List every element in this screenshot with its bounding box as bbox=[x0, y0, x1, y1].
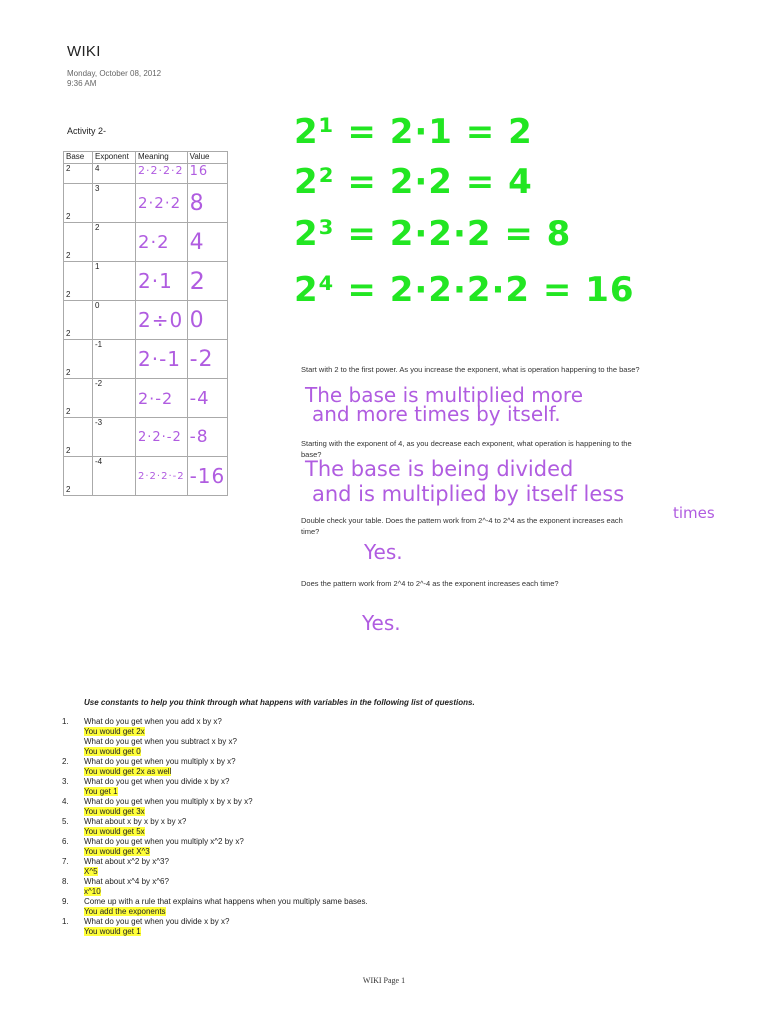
cell-value: 2 bbox=[187, 262, 228, 301]
cell-base-text: 2 bbox=[66, 485, 71, 494]
cell-base bbox=[64, 223, 93, 262]
cell-value: 8 bbox=[187, 184, 228, 223]
page-footer: WIKI Page 1 bbox=[362, 976, 406, 985]
cell-base bbox=[64, 340, 93, 379]
cell-value: -16 bbox=[187, 457, 228, 496]
list-item bbox=[62, 817, 462, 837]
answer-2-line-1: The base is being divided bbox=[305, 457, 574, 481]
cell-meaning: 2·2·2·2 bbox=[136, 164, 188, 184]
list-item bbox=[62, 897, 462, 917]
item-number: 7. bbox=[62, 857, 69, 866]
table-header-row bbox=[64, 152, 228, 164]
item-question: What about x^2 by x^3? bbox=[84, 857, 169, 866]
cell-base-text: 2 bbox=[66, 251, 71, 260]
cell-base-text: 2 bbox=[66, 290, 71, 299]
answer-2-line-3: times bbox=[673, 504, 715, 522]
cell-value: 16 bbox=[187, 164, 228, 184]
cell-exponent: -1 bbox=[93, 340, 136, 379]
table-row bbox=[64, 379, 228, 418]
question-4: Does the pattern work from 2^4 to 2^-4 as the exponent increases each time? bbox=[301, 579, 559, 588]
date-stamp: Monday, October 08, 2012 bbox=[67, 69, 162, 78]
table-row bbox=[64, 223, 228, 262]
item-answer: You get 1 bbox=[84, 787, 118, 796]
item-question: What do you get when you multiply x by x? bbox=[84, 757, 236, 766]
item-answer: You would get 5x bbox=[84, 827, 145, 836]
item-number: 1. bbox=[62, 717, 69, 726]
cell-meaning: 2÷0 bbox=[136, 301, 188, 340]
activity-label: Activity 2- bbox=[67, 126, 107, 136]
list-item bbox=[62, 737, 462, 757]
question-2: Starting with the exponent of 4, as you decrease each exponent, what operation is happening to the base? bbox=[301, 439, 632, 459]
cell-exponent: 1 bbox=[93, 262, 136, 301]
item-answer: You add the exponents bbox=[84, 907, 166, 916]
answer-1-line-2: and more times by itself. bbox=[312, 402, 561, 426]
table-row bbox=[64, 418, 228, 457]
item-answer: You would get 3x bbox=[84, 807, 145, 816]
cell-base bbox=[64, 379, 93, 418]
item-number: 4. bbox=[62, 797, 69, 806]
item-question: What do you get when you divide x by x? bbox=[84, 917, 230, 926]
cell-base bbox=[64, 262, 93, 301]
green-equation-1: 2¹ = 2·1 = 2 bbox=[294, 112, 533, 152]
cell-meaning: 2·2·2 bbox=[136, 184, 188, 223]
table-row bbox=[64, 457, 228, 496]
item-answer: You would get X^3 bbox=[84, 847, 150, 856]
cell-exponent: 3 bbox=[93, 184, 136, 223]
table-row bbox=[64, 340, 228, 379]
cell-base bbox=[64, 184, 93, 223]
time-stamp: 9:36 AM bbox=[67, 79, 97, 88]
list-item bbox=[62, 837, 462, 857]
cell-base-text: 2 bbox=[66, 329, 71, 338]
item-question: What do you get when you divide x by x? bbox=[84, 777, 230, 786]
answer-4: Yes. bbox=[362, 611, 401, 635]
answer-3: Yes. bbox=[364, 540, 403, 564]
list-intro: Use constants to help you think through what happens with variables in the following list of questions. bbox=[84, 698, 475, 707]
cell-exponent: -2 bbox=[93, 379, 136, 418]
page-title: WIKI bbox=[67, 43, 101, 60]
list-item bbox=[62, 857, 462, 877]
answer-1-line-1: The base is multiplied more bbox=[305, 383, 584, 407]
cell-meaning: 2·2 bbox=[136, 223, 188, 262]
col-value: Value bbox=[187, 152, 228, 164]
question-list bbox=[62, 717, 462, 937]
cell-base-text: 2 bbox=[66, 368, 71, 377]
cell-base: 2 bbox=[64, 164, 93, 184]
cell-value: 4 bbox=[187, 223, 228, 262]
item-answer: You would get 2x bbox=[84, 727, 145, 736]
item-question: Come up with a rule that explains what happens when you multiply same bases. bbox=[84, 897, 368, 906]
cell-exponent: 0 bbox=[93, 301, 136, 340]
cell-exponent: -3 bbox=[93, 418, 136, 457]
cell-value: -2 bbox=[187, 340, 228, 379]
cell-base-text: 2 bbox=[66, 407, 71, 416]
item-question: What do you get when you multiply x^2 by x? bbox=[84, 837, 244, 846]
table-row bbox=[64, 301, 228, 340]
item-question: What about x^4 by x^6? bbox=[84, 877, 169, 886]
cell-exponent: -4 bbox=[93, 457, 136, 496]
cell-exponent: 2 bbox=[93, 223, 136, 262]
green-equation-4: 2⁴ = 2·2·2·2 = 16 bbox=[294, 270, 635, 310]
exponent-table bbox=[63, 151, 228, 496]
cell-exponent: 4 bbox=[93, 164, 136, 184]
cell-value: 0 bbox=[187, 301, 228, 340]
cell-meaning: 2·2·2·-2 bbox=[136, 457, 188, 496]
question-3: Double check your table. Does the pattern work from 2^-4 to 2^4 as the exponent increases each time? bbox=[301, 516, 623, 536]
item-question: What do you get when you add x by x? bbox=[84, 717, 222, 726]
item-question: What do you get when you multiply x by x by x? bbox=[84, 797, 253, 806]
list-item bbox=[62, 797, 462, 817]
cell-base bbox=[64, 301, 93, 340]
cell-value: -4 bbox=[187, 379, 228, 418]
item-number: 3. bbox=[62, 777, 69, 786]
item-answer: X^5 bbox=[84, 867, 98, 876]
item-number: 5. bbox=[62, 817, 69, 826]
cell-base bbox=[64, 457, 93, 496]
cell-meaning: 2·-1 bbox=[136, 340, 188, 379]
item-number: 2. bbox=[62, 757, 69, 766]
item-answer: You would get 1 bbox=[84, 927, 141, 936]
cell-meaning: 2·1 bbox=[136, 262, 188, 301]
table-row bbox=[64, 164, 228, 184]
answer-2-line-2: and is multiplied by itself less bbox=[312, 482, 625, 506]
item-question: What about x by x by x by x? bbox=[84, 817, 187, 826]
list-item bbox=[62, 717, 462, 737]
cell-meaning: 2·-2 bbox=[136, 379, 188, 418]
item-number: 9. bbox=[62, 897, 69, 906]
green-equation-2: 2² = 2·2 = 4 bbox=[294, 162, 533, 202]
item-question: What do you get when you subtract x by x? bbox=[84, 737, 237, 746]
item-answer: You would get 2x as well bbox=[84, 767, 172, 776]
item-number: 8. bbox=[62, 877, 69, 886]
item-answer: You would get 0 bbox=[84, 747, 141, 756]
col-meaning: Meaning bbox=[136, 152, 188, 164]
list-item bbox=[62, 877, 462, 897]
list-item bbox=[62, 917, 462, 937]
green-equation-3: 2³ = 2·2·2 = 8 bbox=[294, 214, 572, 254]
list-item bbox=[62, 757, 462, 777]
table-row bbox=[64, 262, 228, 301]
cell-meaning: 2·2·-2 bbox=[136, 418, 188, 457]
cell-base-text: 2 bbox=[66, 212, 71, 221]
item-number: 1. bbox=[62, 917, 69, 926]
question-1: Start with 2 to the first power. As you increase the exponent, what is operation happening to the base? bbox=[301, 365, 640, 374]
table-row bbox=[64, 184, 228, 223]
col-base: Base bbox=[64, 152, 93, 164]
cell-base bbox=[64, 418, 93, 457]
col-exponent: Exponent bbox=[93, 152, 136, 164]
list-item bbox=[62, 777, 462, 797]
item-number: 6. bbox=[62, 837, 69, 846]
item-answer: x^10 bbox=[84, 887, 101, 896]
cell-value: -8 bbox=[187, 418, 228, 457]
cell-base-text: 2 bbox=[66, 446, 71, 455]
